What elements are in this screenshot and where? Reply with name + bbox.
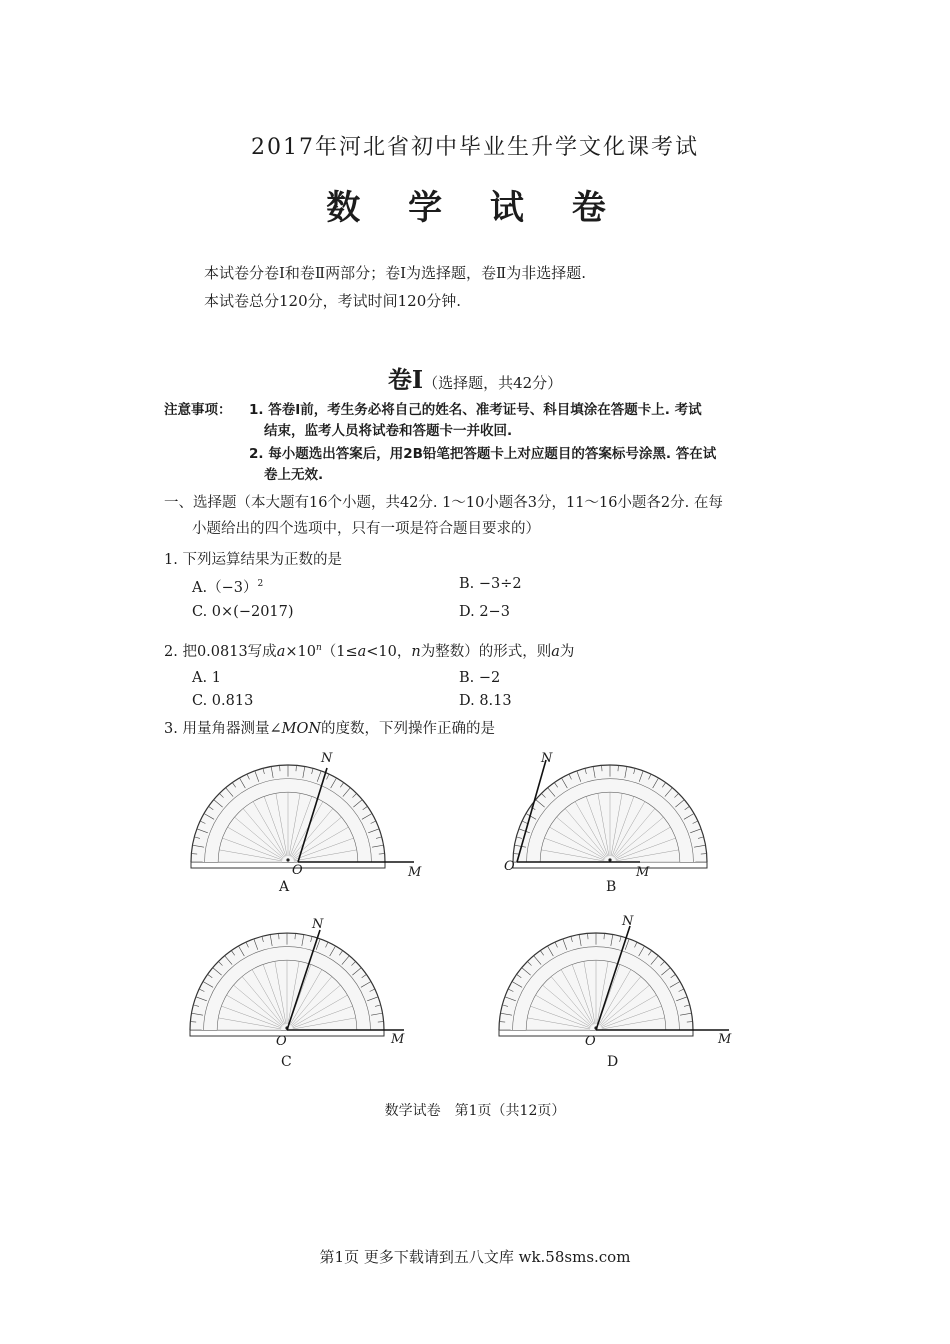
- q1-option-a-exponent: 2: [257, 579, 264, 590]
- protractor-figure-d: [499, 914, 732, 1070]
- q1-stem: 1. 下列运算结果为正数的是: [164, 552, 342, 568]
- protractor-figure-c: [190, 917, 405, 1070]
- figure-option-label: D: [607, 1054, 619, 1070]
- intro-line-2: 本试卷总分120分，考试时间120分钟.: [204, 292, 462, 310]
- protractor-base: [190, 1030, 384, 1036]
- q2-var: n: [411, 644, 421, 660]
- q2-stem-part: 2. 把0.0813写成: [164, 644, 277, 660]
- q2-stem-part: 为整数）的形式，则: [420, 644, 552, 660]
- q3-stem-part: 3. 用量角器测量∠: [164, 721, 282, 737]
- q1-option-a-text: A.（−3）: [192, 580, 258, 596]
- download-watermark: 第1页 更多下载请到五八文库 wk.58sms.com: [319, 1248, 631, 1266]
- point-m-label: M: [636, 865, 650, 880]
- q2-var: a: [551, 644, 560, 660]
- notice-2b: 卷上无效.: [264, 467, 324, 483]
- q1-option-d: D. 2−3: [459, 604, 510, 620]
- q2-stem-part: <10，: [366, 644, 412, 660]
- q3-angle-name: MON: [281, 721, 322, 737]
- protractor-base: [191, 862, 385, 868]
- section-subtitle: （选择题，共42分）: [423, 374, 563, 392]
- q2-var: a: [357, 644, 367, 660]
- point-m-label: M: [718, 1032, 732, 1047]
- point-n-label: N: [312, 917, 324, 932]
- notice-label: 注意事项：: [164, 402, 232, 418]
- q1-option-b: B. −3÷2: [459, 576, 522, 592]
- q3-stem-part: 的度数，下列操作正确的是: [321, 721, 496, 737]
- notice-1b: 结束，监考人员将试卷和答题卡一并收回.: [264, 423, 513, 439]
- q2-exponent: n: [315, 643, 322, 654]
- point-o-label: O: [276, 1034, 287, 1049]
- q2-stem-part: 为: [559, 644, 575, 660]
- point-n-label: N: [321, 751, 333, 766]
- point-n-label: N: [541, 751, 553, 766]
- q1-option-c: C. 0×(−2017): [192, 604, 294, 620]
- page-footer: 数学试卷 第1页（共12页）: [384, 1103, 566, 1119]
- part1-heading-a: 一、选择题（本大题有16个小题，共42分. 1～10小题各3分，11～16小题各2分. 在每: [164, 495, 723, 511]
- point-o-label: O: [585, 1034, 596, 1049]
- protractor-figure-b: [504, 751, 707, 895]
- notice-2a: 2. 每小题选出答案后，用2B铅笔把答题卡上对应题目的答案标号涂黑. 答在试: [249, 446, 717, 462]
- subject-title: 数 学 试 卷: [326, 188, 624, 228]
- q2-option-d: D. 8.13: [459, 693, 512, 709]
- q2-option-a: A. 1: [192, 670, 221, 686]
- section-title: 卷Ⅰ: [387, 365, 424, 394]
- protractor-figure-a: [191, 751, 422, 895]
- q2-option-c: C. 0.813: [192, 693, 254, 709]
- protractor-base: [513, 862, 707, 868]
- exam-title: 2017年河北省初中毕业生升学文化课考试: [251, 135, 699, 160]
- q2-stem-part: （1≤: [321, 644, 358, 660]
- notice-1a: 1. 答卷Ⅰ前，考生务必将自己的姓名、准考证号、科目填涂在答题卡上. 考试: [249, 402, 702, 418]
- q2-stem-part: ×10: [285, 644, 316, 660]
- protractor-center: [608, 858, 611, 861]
- protractor-center: [286, 858, 289, 861]
- point-m-label: M: [408, 865, 422, 880]
- part1-heading-b: 小题给出的四个选项中，只有一项是符合题目要求的）: [192, 521, 540, 537]
- point-o-label: O: [504, 859, 515, 874]
- figure-option-label: C: [281, 1054, 292, 1070]
- point-m-label: M: [391, 1032, 405, 1047]
- figure-option-label: B: [606, 879, 617, 895]
- point-o-label: O: [292, 863, 303, 878]
- point-n-label: N: [622, 914, 634, 929]
- figure-option-label: A: [279, 879, 290, 895]
- intro-line-1: 本试卷分卷Ⅰ和卷Ⅱ两部分；卷Ⅰ为选择题，卷Ⅱ为非选择题.: [204, 264, 587, 282]
- q2-var: a: [276, 644, 286, 660]
- protractor-base: [499, 1030, 693, 1036]
- q2-option-b: B. −2: [459, 670, 501, 686]
